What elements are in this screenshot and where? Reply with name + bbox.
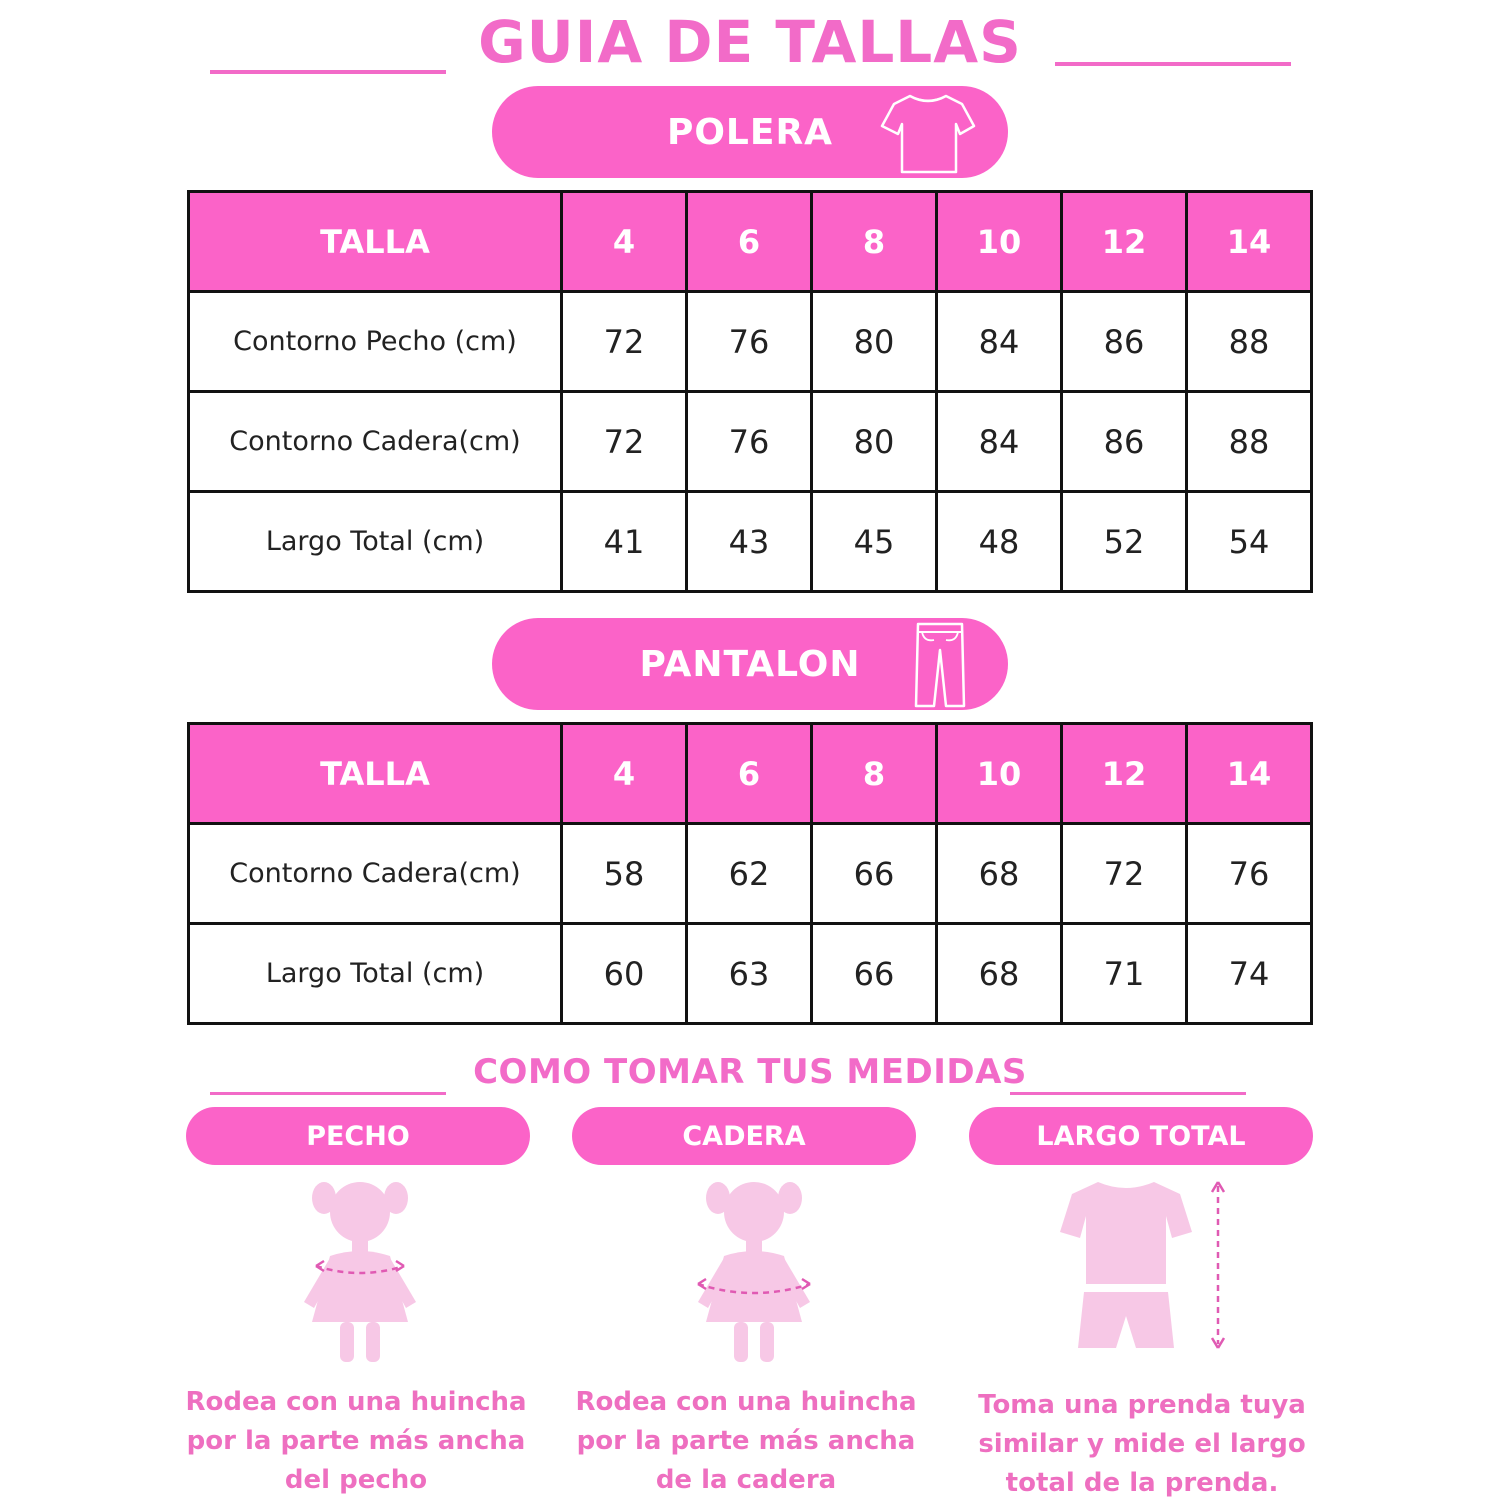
table-cell: 60: [562, 924, 687, 1024]
table-cell: 84: [937, 292, 1062, 392]
row-label: Largo Total (cm): [189, 924, 562, 1024]
header-cell: 6: [687, 724, 812, 824]
table-cell: 80: [812, 292, 937, 392]
pantalon-label: PANTALON: [639, 643, 861, 685]
table-cell: 62: [687, 824, 812, 924]
header-cell: 14: [1187, 724, 1312, 824]
girl-hip-icon: [684, 1172, 824, 1368]
shirt-shorts-length-icon: [1058, 1176, 1238, 1356]
header-cell: 12: [1062, 192, 1187, 292]
table-cell: 88: [1187, 392, 1312, 492]
header-cell: 4: [562, 724, 687, 824]
table-cell: 86: [1062, 392, 1187, 492]
table-row: [189, 492, 1312, 592]
table-cell: 68: [937, 824, 1062, 924]
caption-line: similar y mide el largo: [978, 1429, 1306, 1459]
table-header-row: [189, 192, 1312, 292]
largo-total-pill: LARGO TOTAL: [969, 1107, 1313, 1165]
pantalon-size-table: [187, 722, 1313, 1025]
header-cell: 4: [562, 192, 687, 292]
table-header-row: [189, 724, 1312, 824]
page-title: GUIA DE TALLAS: [478, 8, 1022, 76]
girl-chest-icon: [290, 1172, 430, 1368]
table-cell: 58: [562, 824, 687, 924]
table-cell: 54: [1187, 492, 1312, 592]
table-cell: 72: [562, 292, 687, 392]
table-cell: 72: [562, 392, 687, 492]
header-cell: 8: [812, 192, 937, 292]
row-label: Contorno Cadera(cm): [189, 392, 562, 492]
caption-line: total de la prenda.: [1005, 1468, 1279, 1498]
pantalon-section-header: [492, 618, 1008, 710]
title-divider-right: [1055, 62, 1291, 66]
header-cell: 10: [937, 192, 1062, 292]
table-cell: 76: [687, 392, 812, 492]
table-cell: 88: [1187, 292, 1312, 392]
table-cell: 76: [1187, 824, 1312, 924]
table-cell: 63: [687, 924, 812, 1024]
table-cell: 48: [937, 492, 1062, 592]
polera-section-header: [492, 86, 1008, 178]
caption-line: Rodea con una huincha: [575, 1387, 917, 1417]
table-cell: 71: [1062, 924, 1187, 1024]
table-cell: 68: [937, 924, 1062, 1024]
tshirt-icon: [880, 90, 976, 176]
header-cell: 8: [812, 724, 937, 824]
table-cell: 41: [562, 492, 687, 592]
table-cell: 84: [937, 392, 1062, 492]
how-to-title: COMO TOMAR TUS MEDIDAS: [473, 1052, 1027, 1092]
header-cell: 14: [1187, 192, 1312, 292]
how-to-divider-right: [1010, 1092, 1246, 1095]
cadera-caption: [566, 1383, 926, 1500]
polera-size-table: [187, 190, 1313, 593]
caption-line: Rodea con una huincha: [185, 1387, 527, 1417]
table-cell: 66: [812, 924, 937, 1024]
table-cell: 74: [1187, 924, 1312, 1024]
table-cell: 43: [687, 492, 812, 592]
caption-line: de la cadera: [655, 1465, 837, 1495]
header-cell: 10: [937, 724, 1062, 824]
row-label: Contorno Cadera(cm): [189, 824, 562, 924]
table-cell: 86: [1062, 292, 1187, 392]
table-cell: 52: [1062, 492, 1187, 592]
how-to-divider-left: [210, 1092, 446, 1095]
pecho-pill: PECHO: [186, 1107, 530, 1165]
header-cell: TALLA: [189, 192, 562, 292]
polera-label: POLERA: [666, 111, 834, 153]
caption-line: por la parte más ancha: [186, 1426, 526, 1456]
table-cell: 80: [812, 392, 937, 492]
pants-icon: [910, 620, 970, 710]
table-row: [189, 292, 1312, 392]
header-cell: TALLA: [189, 724, 562, 824]
title-divider-left: [210, 70, 446, 74]
cadera-pill: CADERA: [572, 1107, 916, 1165]
table-cell: 66: [812, 824, 937, 924]
header-cell: 12: [1062, 724, 1187, 824]
table-cell: 76: [687, 292, 812, 392]
largo-total-caption: [962, 1386, 1322, 1503]
table-cell: 45: [812, 492, 937, 592]
table-row: [189, 392, 1312, 492]
caption-line: Toma una prenda tuya: [978, 1390, 1306, 1420]
table-cell: 72: [1062, 824, 1187, 924]
caption-line: por la parte más ancha: [576, 1426, 916, 1456]
table-row: [189, 924, 1312, 1024]
header-cell: 6: [687, 192, 812, 292]
row-label: Largo Total (cm): [189, 492, 562, 592]
caption-line: del pecho: [284, 1465, 428, 1495]
table-row: [189, 824, 1312, 924]
row-label: Contorno Pecho (cm): [189, 292, 562, 392]
pecho-caption: [176, 1383, 536, 1500]
